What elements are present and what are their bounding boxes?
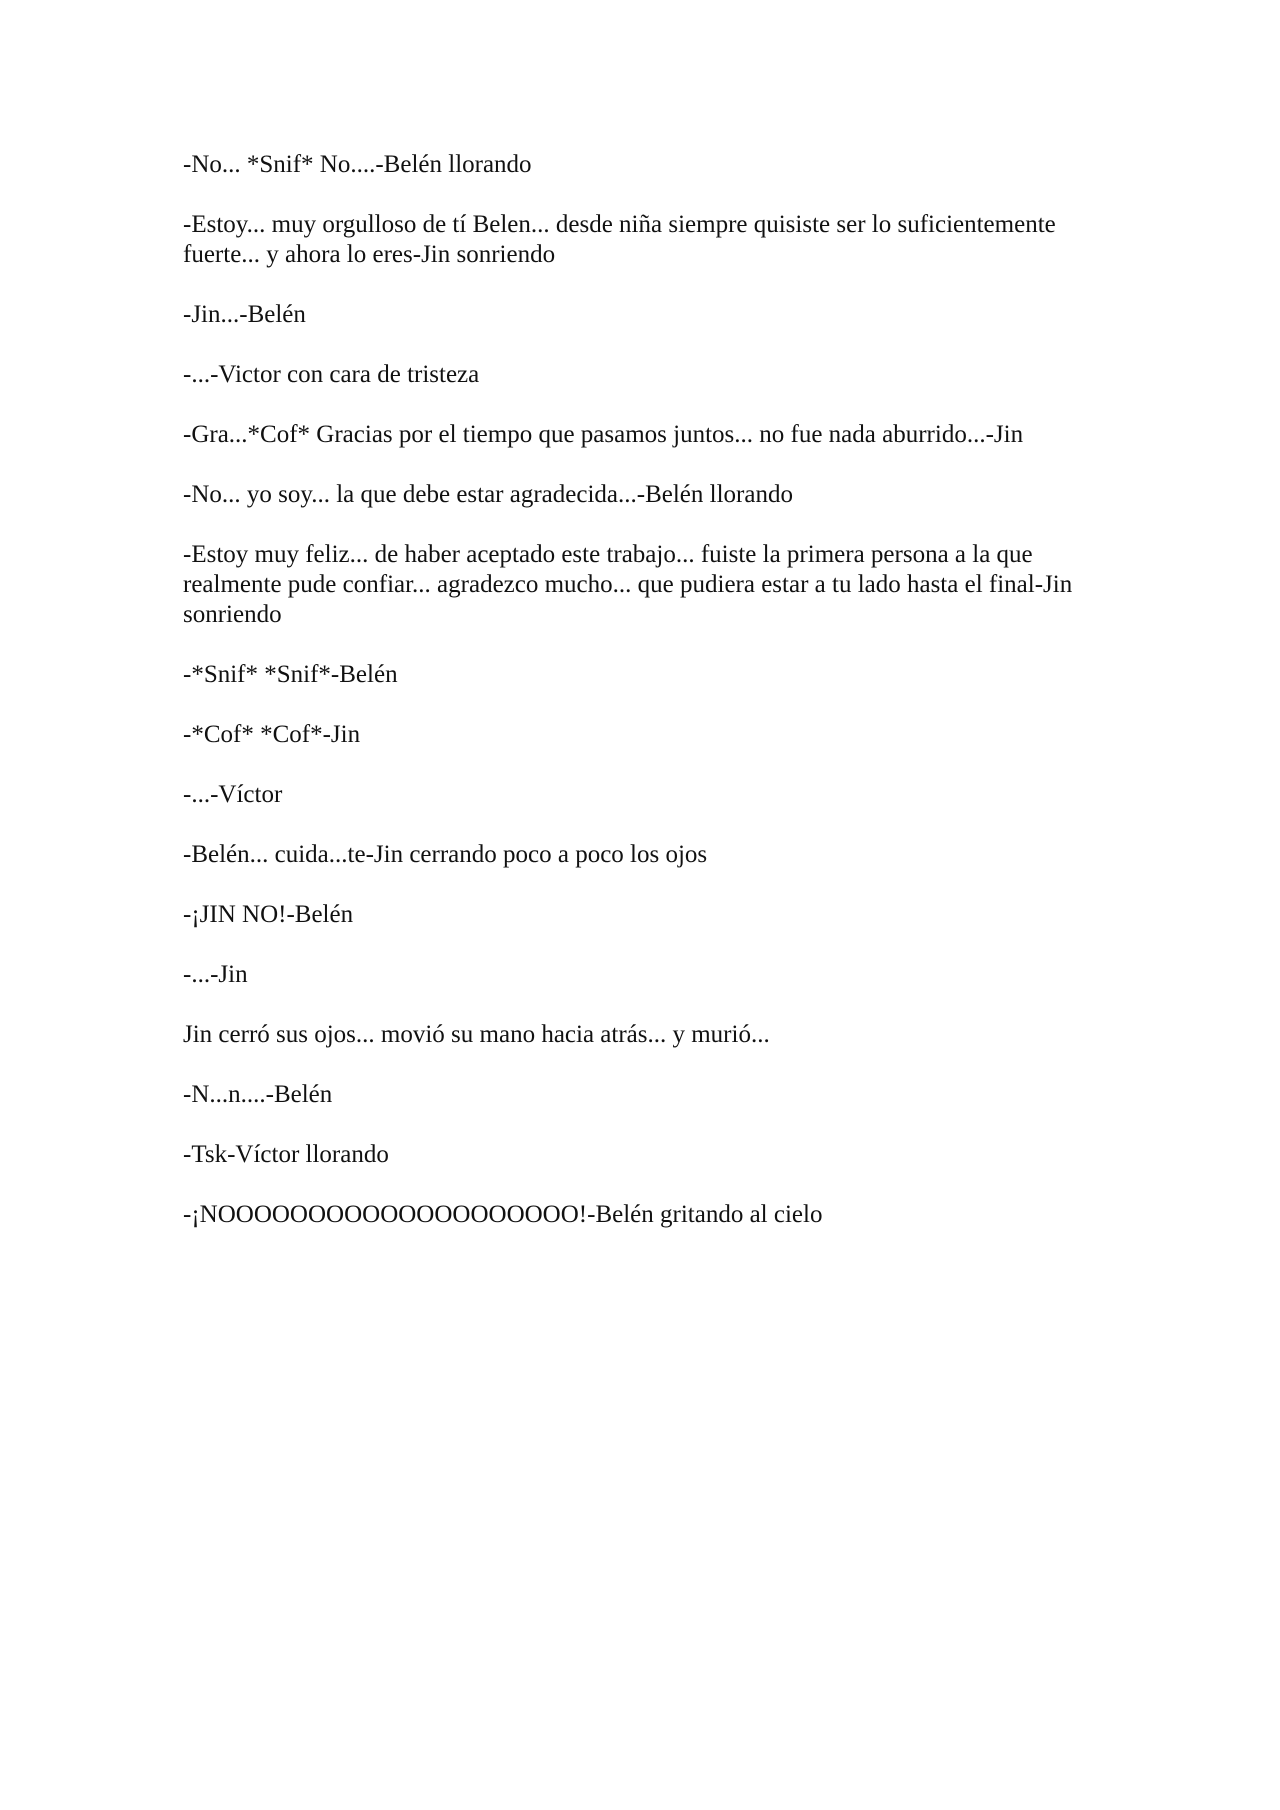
paragraph: -Estoy muy feliz... de haber aceptado este trabajo... fuiste la primera persona a la que realmente pude confiar... agradezco mucho... que pudiera estar a tu lado hasta el final-Jin sonriendo: [183, 541, 1073, 628]
document-body: [183, 150, 1103, 1260]
paragraph: -Jin...-Belén: [183, 301, 306, 328]
paragraph: -*Snif* *Snif*-Belén: [183, 661, 398, 688]
paragraph: -¡NOOOOOOOOOOOOOOOOOOOO!-Belén gritando al cielo: [183, 1201, 823, 1228]
paragraph: -N...n....-Belén: [183, 1081, 333, 1108]
paragraph: -No... *Snif* No....-Belén llorando: [183, 151, 532, 178]
paragraph: -...-Victor con cara de tristeza: [183, 361, 480, 388]
paragraph: -Tsk-Víctor llorando: [183, 1141, 389, 1168]
paragraph: -Gra...*Cof* Gracias por el tiempo que pasamos juntos... no fue nada aburrido...-Jin: [183, 421, 1024, 448]
paragraph: -No... yo soy... la que debe estar agradecida...-Belén llorando: [183, 481, 793, 508]
paragraph: -*Cof* *Cof*-Jin: [183, 721, 361, 748]
paragraph: -...-Víctor: [183, 781, 283, 808]
paragraph: -¡JIN NO!-Belén: [183, 901, 354, 928]
paragraph: -...-Jin: [183, 961, 248, 988]
paragraph: -Belén... cuida...te-Jin cerrando poco a poco los ojos: [183, 841, 708, 868]
paragraph: Jin cerró sus ojos... movió su mano hacia atrás... y murió...: [183, 1021, 770, 1048]
paragraph: -Estoy... muy orgulloso de tí Belen... desde niña siempre quisiste ser lo suficientemente fuerte... y ahora lo eres-Jin sonriendo: [183, 211, 1056, 268]
